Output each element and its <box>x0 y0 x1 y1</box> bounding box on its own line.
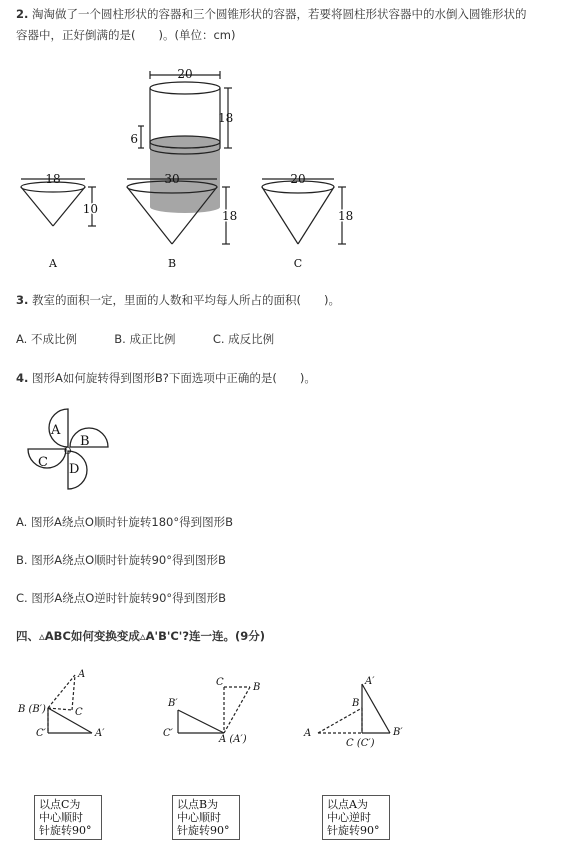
q4-option-a: A. 图形A绕点O顺时针旋转180°得到图形B <box>16 515 233 529</box>
box1-line1: 以点C为 <box>39 798 81 811</box>
triangle-figure-1 <box>17 669 105 739</box>
t3-label-ap: A′ <box>365 676 375 687</box>
triangle-figure-2 <box>163 677 260 745</box>
t3-label-bp: B′ <box>393 727 403 738</box>
cone-a-label: A <box>49 257 57 270</box>
t3-label-b: B <box>352 698 360 709</box>
q3-option-c: C. 成反比例 <box>212 332 275 346</box>
q2-text-line2: 容器中，正好倒满的是( )。(单位：cm) <box>16 28 236 42</box>
cylinder-diameter: 20 <box>177 67 193 81</box>
cylinder-height: 18 <box>218 111 234 125</box>
cone-a-diameter: 18 <box>45 172 61 186</box>
triangle-figure-3 <box>303 676 403 749</box>
cone-b-label: B <box>167 257 177 270</box>
answer-box-1[interactable] <box>34 795 102 840</box>
q2-text-line1: 淘淘做了一个圆柱形状的容器和三个圆锥形状的容器，若要将圆柱形状容器中的水倒入圆锥形状的 <box>32 7 527 21</box>
cone-b-diameter: 30 <box>164 172 180 186</box>
box3-line3: 针旋转90° <box>327 824 380 837</box>
cone-a-height: 10 <box>82 202 98 216</box>
q4-number: 4. <box>16 371 29 385</box>
t1-label-c: C <box>75 707 83 718</box>
box2-line3: 针旋转90° <box>177 824 230 837</box>
q2-figure <box>0 60 561 275</box>
q2-number: 2. <box>16 7 29 21</box>
t2-label-b: B <box>253 682 261 693</box>
q4-option-b: B. 图形A绕点O顺时针旋转90°得到图形B <box>16 553 226 567</box>
t1-label-b-bp: B (B′) <box>18 704 46 715</box>
triangle-figures <box>0 660 561 760</box>
shape-b-label: B <box>80 434 90 449</box>
cone-c-height: 18 <box>338 209 354 223</box>
box2-line1: 以点B为 <box>177 798 219 811</box>
q4-text: 图形A如何旋转得到图形B?下面选项中正确的是( )。 <box>32 371 316 385</box>
cone-c <box>262 179 346 244</box>
t1-label-ap: A′ <box>95 728 105 739</box>
t2-label-bp: B′ <box>168 698 178 709</box>
q3-line <box>16 292 340 308</box>
box1-line2: 中心顺时 <box>39 811 83 824</box>
q3-options <box>16 331 274 347</box>
t1-label-cp: C′ <box>36 728 46 739</box>
answer-box-2[interactable] <box>172 795 240 840</box>
q4-option-c: C. 图形A绕点O逆时针旋转90°得到图形B <box>16 591 227 605</box>
section4-title: 四、▵ABC如何变换变成▵A'B'C'?连一连。(9分) <box>16 629 266 643</box>
box1-line3: 针旋转90° <box>39 824 92 837</box>
cone-c-diameter: 20 <box>290 172 306 186</box>
t2-label-a-ap: A (A′) <box>219 734 247 745</box>
shape-d-label: D <box>69 462 80 477</box>
q3-text: 教室的面积一定，里面的人数和平均每人所占的面积( )。 <box>32 293 341 307</box>
cylinder <box>138 71 232 213</box>
box3-line1: 以点A为 <box>327 798 368 811</box>
t2-label-c: C <box>216 677 224 688</box>
box3-line2: 中心逆时 <box>327 811 371 824</box>
cylinder-water-height: 6 <box>130 132 138 146</box>
t3-label-c-cp: C (C′) <box>346 738 375 749</box>
t3-label-a: A <box>304 728 312 739</box>
answer-box-3[interactable] <box>322 795 390 840</box>
pinwheel-figure <box>20 405 120 495</box>
cone-c-label: C <box>293 257 303 270</box>
point-o-label: O <box>64 447 72 457</box>
t1-label-a: A <box>78 669 86 680</box>
q4-line <box>16 370 316 386</box>
q3-number: 3. <box>16 293 29 307</box>
q3-option-b: B. 成正比例 <box>114 332 176 346</box>
t2-label-cp: C′ <box>163 728 173 739</box>
shape-c-label: C <box>38 455 48 470</box>
shape-a-label: A <box>51 423 61 438</box>
cone-b-height: 18 <box>222 209 238 223</box>
q3-option-a: A. 不成比例 <box>16 332 77 346</box>
box2-line2: 中心顺时 <box>177 811 221 824</box>
q2-line1 <box>16 6 527 22</box>
